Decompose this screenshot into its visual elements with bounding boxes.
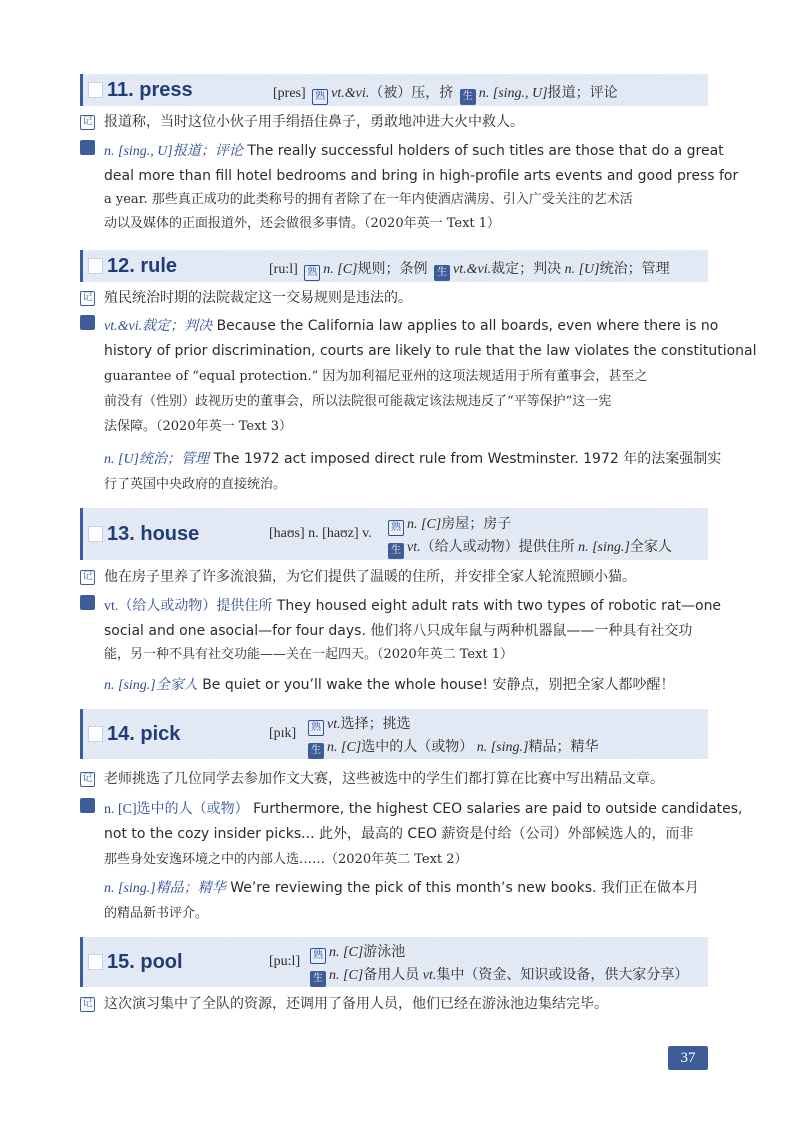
- sense-icon: [80, 140, 95, 155]
- checkbox-square: [88, 82, 103, 98]
- new-sense-badge: 生: [434, 265, 450, 281]
- sense-icon: [80, 595, 95, 610]
- memo-text: 他在房子里养了许多流浪猫，为它们提供了温暖的住所，并安排全家人轮流照顾小猫。: [104, 569, 636, 585]
- definition-block: n. [sing.]精品；精华 We’re reviewing the pick of this month’s new books. 我们正在做本月 的精品新书评介。: [104, 880, 699, 921]
- headword: 12. rule: [107, 255, 178, 277]
- checkbox-square: [88, 526, 103, 542]
- header-sense-familiar: 熟 vt.选择；挑选: [305, 713, 411, 736]
- headword: 15. pool: [107, 951, 183, 973]
- page-number: 37: [668, 1046, 708, 1070]
- definition-block: vt.（给人或动物）提供住所 They housed eight adult rats with two types of robotic rat—one social and one asocial—for four days. 他们将八只成年鼠与两种机器鼠——一种具有社交功 能，另一种不具有社交功能——关在一起四天。（2020年英二 Text 1）: [104, 598, 722, 662]
- familiar-badge: 熟: [312, 89, 328, 105]
- definition-block: n. [U]统治；管理 The 1972 act imposed direct rule from Westminster. 1972 年的法案强制实 行了英国中央政府的直接统治。: [104, 451, 722, 492]
- phonetic: [haʊs] n. [haʊz] v.: [269, 526, 372, 541]
- memo-icon: 记: [80, 570, 95, 585]
- entry-header-pool: [80, 937, 708, 987]
- checkbox-square: [88, 726, 103, 742]
- entry-header-pick: [80, 709, 708, 759]
- familiar-badge: 熟: [308, 720, 324, 736]
- entry-header-press: [80, 74, 708, 106]
- memo-icon: 记: [80, 291, 95, 306]
- phonetic: [pɪk]: [269, 726, 297, 741]
- new-sense-badge: 生: [388, 543, 404, 559]
- new-sense-badge: 生: [308, 743, 324, 759]
- memo-icon: 记: [80, 115, 95, 130]
- familiar-badge: 熟: [310, 948, 326, 964]
- definition-block: n. [sing.]全家人 Be quiet or you’ll wake the whole house! 安静点，别把全家人都吵醒！: [104, 677, 675, 693]
- memo-text: 报道称，当时这位小伙子用手绢捂住鼻子，勇敢地冲进大火中救人。: [104, 114, 524, 130]
- header-sense-new: 生 n. [C]选中的人（或物） n. [sing.]精品；精华: [305, 736, 598, 759]
- entry-header-rule: [80, 250, 708, 282]
- familiar-badge: 熟: [304, 265, 320, 281]
- header-sense-familiar: 熟 n. [C]游泳池: [307, 941, 405, 964]
- header-sense-new: 生 n. [C]备用人员 vt.集中（资金、知识或设备，供大家分享）: [307, 964, 688, 987]
- sense-icon: [80, 315, 95, 330]
- headword: 11. press: [107, 79, 193, 101]
- memo-icon: 记: [80, 997, 95, 1012]
- header-sense-new: 生 vt.（给人或动物）提供住所 n. [sing.]全家人: [385, 536, 672, 559]
- header-sense-familiar: 熟 n. [C]房屋；房子: [385, 513, 511, 536]
- entry-header-house: [80, 508, 708, 560]
- checkbox-square: [88, 258, 103, 274]
- checkbox-square: [88, 954, 103, 970]
- phonetic: [pu:l]: [269, 954, 301, 969]
- new-sense-badge: 生: [460, 89, 476, 105]
- new-sense-badge: 生: [310, 971, 326, 987]
- headword: 14. pick: [107, 723, 181, 745]
- memo-text: 这次演习集中了全队的资源，还调用了备用人员，他们已经在游泳池边集结完毕。: [104, 996, 608, 1012]
- memo-text: 殖民统治时期的法院裁定这一交易规则是违法的。: [104, 290, 412, 306]
- familiar-badge: 熟: [388, 520, 404, 536]
- sense-icon: [80, 798, 95, 813]
- definition-block: vt.&vi.裁定；判决 Because the California law applies to all boards, even where there is no history of prior discrimination, courts are likely to rule that the law violates the constitutional guarantee of “equal protection.” 因为加利福尼亚州的这项法规适用于所有董事会，甚至之 前没有（性别）歧视历史的董事会，所以法院很可能裁定该法规违反了“平等保护”这一宪 法保障。（2020年英一 Text 3）: [104, 318, 757, 434]
- headword: 13. house: [107, 523, 200, 545]
- memo-icon: 记: [80, 772, 95, 787]
- header-senses: [ru:l] 熟 n. [C]规则；条例 生 vt.&vi.裁定；判决 n. [U]统治；管理: [269, 258, 670, 281]
- definition-block: n. [sing., U]报道；评论 The really successful holders of such titles are those that do a great deal more than fill hotel bedrooms and bring in high-profile arts events and good press for a year. 那些真正成功的此类称号的拥有者除了在一年内使酒店满房、引入广受关注的艺术活 动以及媒体的正面报道外，还会做很多事情。（2020年英一 Text 1）: [104, 143, 739, 231]
- memo-text: 老师挑选了几位同学去参加作文大赛，这些被选中的学生们都打算在比赛中写出精品文章。: [104, 771, 664, 787]
- definition-block: n. [C]选中的人（或物） Furthermore, the highest CEO salaries are paid to outside candidates, not to the cozy insider picks... 此外，最高的 CEO 薪资是付给（公司）外部候选人的，而非 那些身处安逸环境之中的内部人选……（2020年英二 Text 2）: [104, 801, 743, 867]
- header-senses: [pres] 熟 vt.&vi.（被）压，挤 生 n. [sing., U]报道；评论: [273, 82, 618, 105]
